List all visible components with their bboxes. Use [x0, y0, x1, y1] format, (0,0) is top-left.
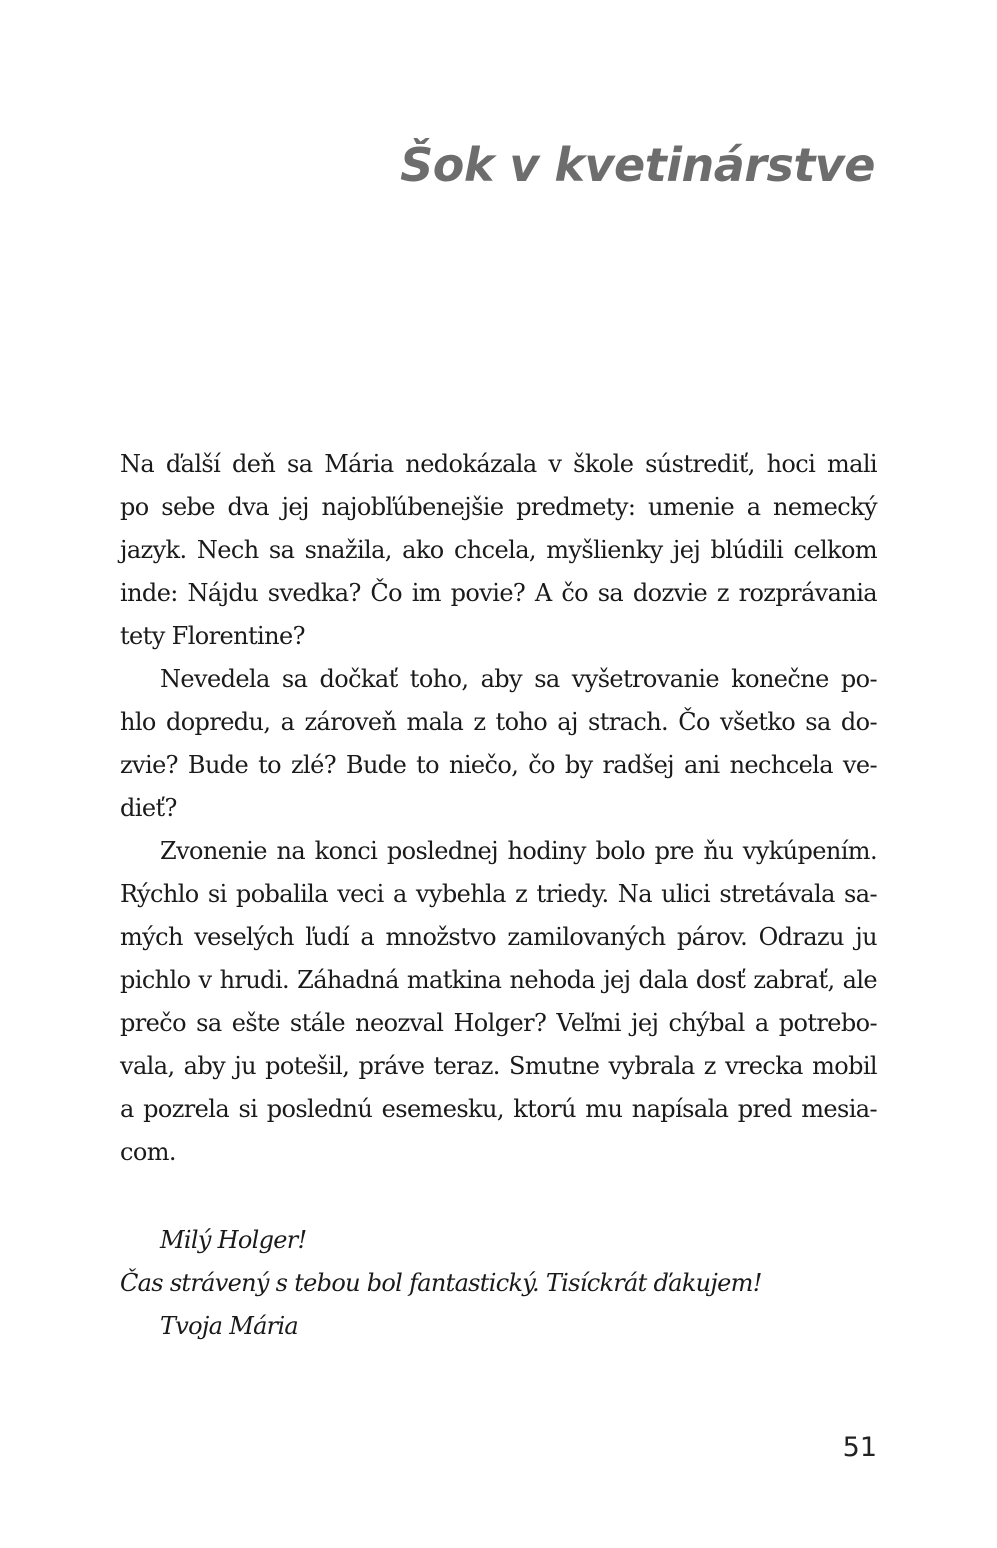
- letter-greeting: Milý Holger!: [160, 1226, 307, 1254]
- sms-message: [120, 1219, 877, 1348]
- text-line: inde: Nájdu svedka? Čo im povie? A čo sa dozvie z rozprávania: [120, 579, 877, 607]
- text-line: com.: [120, 1138, 176, 1166]
- text-line: Nevedela sa dočkať toho, aby sa vyšetrovanie konečne po-: [160, 665, 877, 693]
- text-line: jazyk. Nech sa snažila, ako chcela, myšlienky jej blúdili celkom: [120, 536, 877, 564]
- text-line: hlo dopredu, a zároveň mala z toho aj strach. Čo všetko sa do-: [120, 708, 877, 736]
- text-line: Zvonenie na konci poslednej hodiny bolo pre ňu vykúpením.: [160, 837, 877, 865]
- text-line: tety Florentine?: [120, 622, 305, 650]
- letter-signature: Tvoja Mária: [160, 1312, 299, 1340]
- text-line: pichlo v hrudi. Záhadná matkina nehoda jej dala dosť zabrať, ale: [120, 966, 877, 994]
- text-line: po sebe dva jej najobľúbenejšie predmety: umenie a nemecký: [120, 493, 877, 521]
- paragraph: [120, 443, 877, 658]
- paragraph: [120, 658, 877, 830]
- text-line: prečo sa ešte stále neozval Holger? Veľmi jej chýbal a potrebo-: [120, 1009, 877, 1037]
- chapter-body: [120, 443, 877, 1174]
- text-line: dieť?: [120, 794, 177, 822]
- text-line: Na ďalší deň sa Mária nedokázala v škole sústrediť, hoci mali: [120, 450, 877, 478]
- text-line: vala, aby ju potešil, práve teraz. Smutne vybrala z vrecka mobil: [120, 1052, 877, 1080]
- text-line: a pozrela si poslednú esemesku, ktorú mu napísala pred mesia-: [120, 1095, 877, 1123]
- text-line: Rýchlo si pobalila veci a vybehla z triedy. Na ulici stretávala sa-: [120, 880, 877, 908]
- text-line: mých veselých ľudí a množstvo zamilovaných párov. Odrazu ju: [120, 923, 877, 951]
- paragraph: [120, 830, 877, 1174]
- text-line: zvie? Bude to zlé? Bude to niečo, čo by radšej ani nechcela ve-: [120, 751, 877, 779]
- chapter-title: Šok v kvetinárstve: [400, 138, 875, 192]
- page-number: 51: [842, 1432, 877, 1463]
- letter-body: Čas strávený s tebou bol fantastický. Tisíckrát ďakujem!: [120, 1269, 762, 1297]
